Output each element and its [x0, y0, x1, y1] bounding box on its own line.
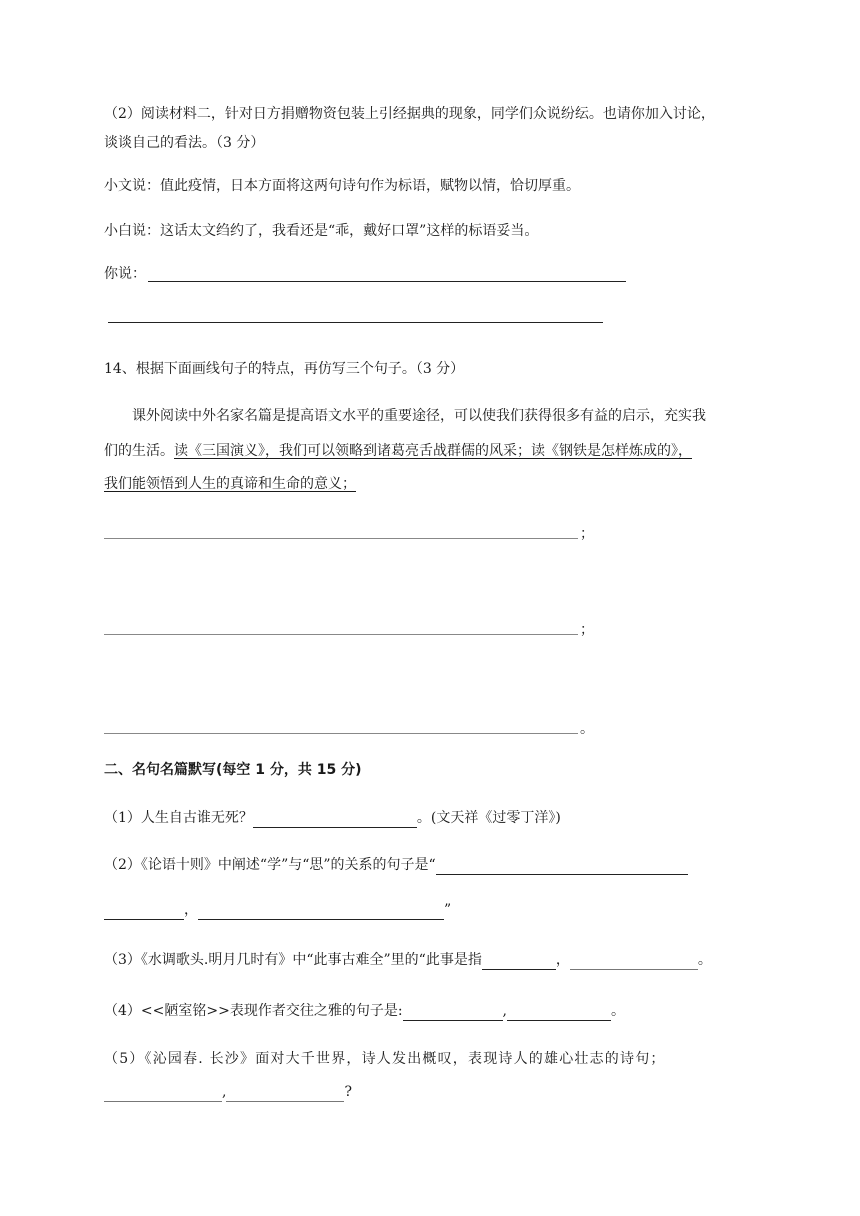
item-1	[104, 808, 561, 828]
q14-answer-line-3[interactable]	[104, 733, 578, 734]
q14-plain-text: 们的生活。	[104, 443, 174, 459]
item-4-blank-2[interactable]	[507, 1004, 611, 1021]
item-5-end: ?	[344, 1084, 352, 1100]
q14-answer-3-end: 。	[580, 721, 594, 737]
item-4-blank-1[interactable]	[403, 1004, 503, 1021]
q14-title: 14、根据下面画线句子的特点，再仿写三个句子。（3 分）	[104, 361, 465, 377]
item-2-blank-1a[interactable]	[436, 858, 688, 875]
item-3-blank-1[interactable]	[482, 953, 556, 970]
q14-answer-2-end: ；	[580, 622, 594, 638]
q14-answer-1-end: ；	[580, 526, 594, 542]
you-say-answer-line-1[interactable]	[148, 281, 626, 282]
q14-paragraph-line-1: 课外阅读中外名家名篇是提高语文水平的重要途径，可以使我们获得很多有益的启示，充实我	[132, 408, 706, 424]
item-1-blank[interactable]	[253, 811, 417, 828]
xiaowen-statement: 小文说：值此疫情，日本方面将这两句诗句作为标语，赋物以情，恰切厚重。	[104, 178, 580, 194]
section-2-heading: 二、名句名篇默写(每空 1 分，共 15 分)	[104, 762, 362, 778]
item-2-comma: ，	[184, 902, 198, 918]
item-3-blank-2[interactable]	[570, 953, 698, 970]
item-5-blank-2[interactable]	[226, 1085, 344, 1102]
q2-line-2: 谈谈自己的看法。（3 分）	[104, 135, 265, 151]
item-5-line-2	[104, 1082, 352, 1102]
item-5-blank-1[interactable]	[104, 1085, 222, 1102]
you-say-label: 你说：	[104, 266, 146, 282]
q14-underlined-sentence-b: 我们能领悟到人生的真谛和生命的意义；	[104, 476, 356, 492]
you-say-answer-line-2[interactable]	[108, 322, 603, 323]
item-1-source: 。(文天祥《过零丁洋》)	[416, 810, 561, 826]
q14-underlined-sentence-a: 读《三国演义》，我们可以领略到诸葛亮舌战群儒的风采；读《钢铁是怎样炼成的》，	[174, 443, 692, 459]
item-3	[104, 950, 712, 970]
item-1-prompt: （1）人生自古谁无死？	[104, 810, 253, 826]
q14-paragraph-line-2	[104, 441, 692, 461]
item-5-line-1: （5）《沁园春. 长沙》面对大千世界，诗人发出概叹，表现诗人的雄心壮志的诗句；	[104, 1051, 666, 1067]
item-2-line-1	[104, 855, 688, 875]
item-2-line-2	[104, 900, 451, 920]
q14-answer-line-2[interactable]	[104, 634, 578, 635]
item-4-end: 。	[611, 1003, 625, 1019]
item-2-prompt: （2）《论语十则》中阐述“学”与“思”的关系的句子是“	[104, 857, 436, 873]
item-3-comma: ，	[555, 952, 570, 968]
q14-answer-line-1[interactable]	[104, 538, 578, 539]
xiaobai-statement: 小白说：这话太文绉约了，我看还是“乖，戴好口罩”这样的标语妥当。	[104, 223, 539, 239]
q2-line-1: （2）阅读材料二，针对日方捐赠物资包装上引经据典的现象，同学们众说纷纭。也请你加入讨论，	[104, 106, 715, 122]
item-4	[104, 1001, 625, 1021]
item-2-blank-1b[interactable]	[104, 903, 184, 920]
item-4-prompt: （4）<<陋室铭>>表现作者交往之雅的句子是:	[104, 1003, 403, 1019]
item-4-comma: ,	[502, 1003, 507, 1019]
item-2-close-quote: ”	[444, 902, 452, 918]
item-3-prompt: （3）《水调歌头.明月几时有》中“此事古难全”里的“此事是指	[104, 952, 482, 968]
item-3-end: 。	[697, 952, 712, 968]
q14-paragraph-line-3	[104, 474, 356, 494]
item-5-comma: ,	[222, 1084, 227, 1100]
item-2-blank-2[interactable]	[198, 903, 444, 920]
